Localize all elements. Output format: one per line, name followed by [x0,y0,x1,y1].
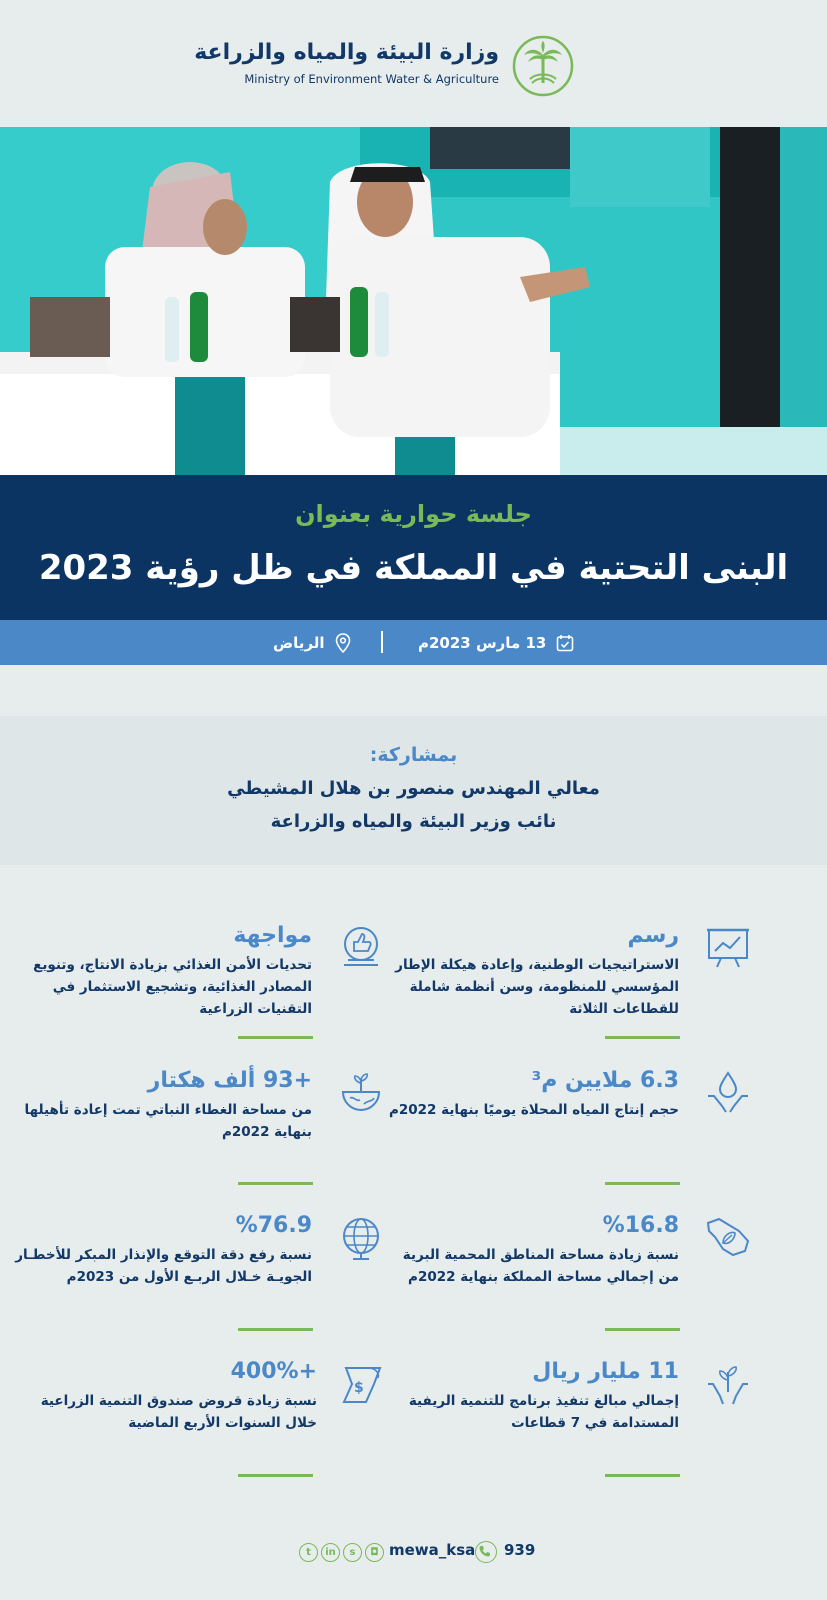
participation-label: بمشاركة: [369,744,458,766]
thumbs-up-globe-icon [338,925,384,971]
linkedin-icon[interactable]: in [321,1543,340,1562]
event-location-text: الرياض [273,633,325,652]
ministry-name-en: Ministry of Environment Water & Agriculture [244,72,499,86]
stat-desc: من مساحة الغطاء النباتي تمت إعادة تأهيلها بنهاية 2022م [24,1102,312,1140]
stat-title: %16.8 [602,1213,679,1238]
stat-desc: حجم إنتاج المياه المحلاة يوميًا بنهاية 2022م [388,1102,679,1118]
stat-title: 11 مليار ريال [532,1359,679,1384]
stat-divider [605,1328,680,1331]
snapchat-icon[interactable]: s [343,1543,362,1562]
stat-item [12,923,312,1020]
event-date [418,620,574,665]
stat-title: مواجهة [233,923,312,948]
stat-item [379,923,679,1020]
ministry-name-ar: وزارة البيئة والمياه والزراعة [194,40,499,65]
stat-desc: الاستراتيجيات الوطنية، وإعادة هيكلة الإطار المؤسسي للمنظومة، وسن أنظمة شاملة للقطاعات الثلاثة [395,957,679,1017]
event-date-text: 13 مارس 2023م [418,633,547,652]
water-drop-hands-icon [705,1070,751,1116]
stat-item [17,1359,317,1434]
saudi-map-leaf-icon [705,1215,751,1261]
event-title: البنى التحتية في المملكة في ظل رؤية 2023 [38,548,789,588]
stat-divider [605,1474,680,1477]
event-photo [0,127,827,475]
event-location [273,620,351,665]
stat-item [12,1213,312,1288]
participant-role: نائب وزير البيئة والمياه والزراعة [270,811,557,832]
instagram-icon[interactable]: ◘ [365,1543,384,1562]
stat-item [379,1068,679,1121]
globe-plant-icon [338,1070,384,1116]
stat-divider [605,1036,680,1039]
event-subtitle: جلسة حوارية بعنوان [295,500,532,528]
stat-desc: نسبة زيادة قروض صندوق التنمية الزراعية خلال السنوات الأربع الماضية [40,1393,317,1431]
svg-text:$: $ [354,1380,364,1396]
location-pin-icon [335,633,351,653]
twitter-icon[interactable]: t [299,1543,318,1562]
calendar-icon [556,634,574,652]
ministry-emblem-icon [512,35,574,97]
money-bill-icon [338,1362,384,1408]
presentation-chart-icon [705,925,751,971]
stat-title: 6.3 ملايين م³ [531,1068,679,1093]
hands-plant-icon [705,1362,751,1408]
stat-desc: نسبة زيادة مساحة المناطق المحمية البرية من إجمالي مساحة المملكة بنهاية 2022م [402,1247,679,1285]
stat-desc: إجمالي مبالغ تنفيذ برنامج للتنمية الريفية المستدامة في 7 قطاعات [408,1393,679,1431]
stat-item [12,1068,312,1143]
weather-globe-icon [338,1215,384,1261]
phone-number[interactable]: 939 [504,1541,536,1559]
phone-icon [475,1541,497,1563]
header [0,0,827,127]
stat-title: +93 ألف هكتار [147,1068,312,1093]
stat-divider [238,1182,313,1185]
social-handle[interactable]: mewa_ksa [389,1541,476,1559]
footer [0,1541,827,1565]
stat-item [379,1359,679,1434]
participant-name: معالي المهندس منصور بن هلال المشيطي [227,778,600,799]
event-info-band [0,620,827,665]
stat-divider [605,1182,680,1185]
stat-item [379,1213,679,1288]
stat-divider [238,1036,313,1039]
stat-desc: نسبة رفع دقة التوقع والإنذار المبكر للأخطـار الجويـة خـلال الربـع الأول من 2023م [15,1247,312,1285]
stat-title: %76.9 [235,1213,312,1238]
stat-divider [238,1328,313,1331]
info-divider [381,631,383,653]
stat-divider [238,1474,313,1477]
stat-title: رسم [627,923,679,948]
stat-desc: تحديات الأمن الغذائي بزيادة الانتاج، وتنويع المصادر الغذائية، وتشجيع الاستثمار في التقنيات الزراعية [33,957,312,1017]
stat-title: +400% [230,1359,317,1384]
